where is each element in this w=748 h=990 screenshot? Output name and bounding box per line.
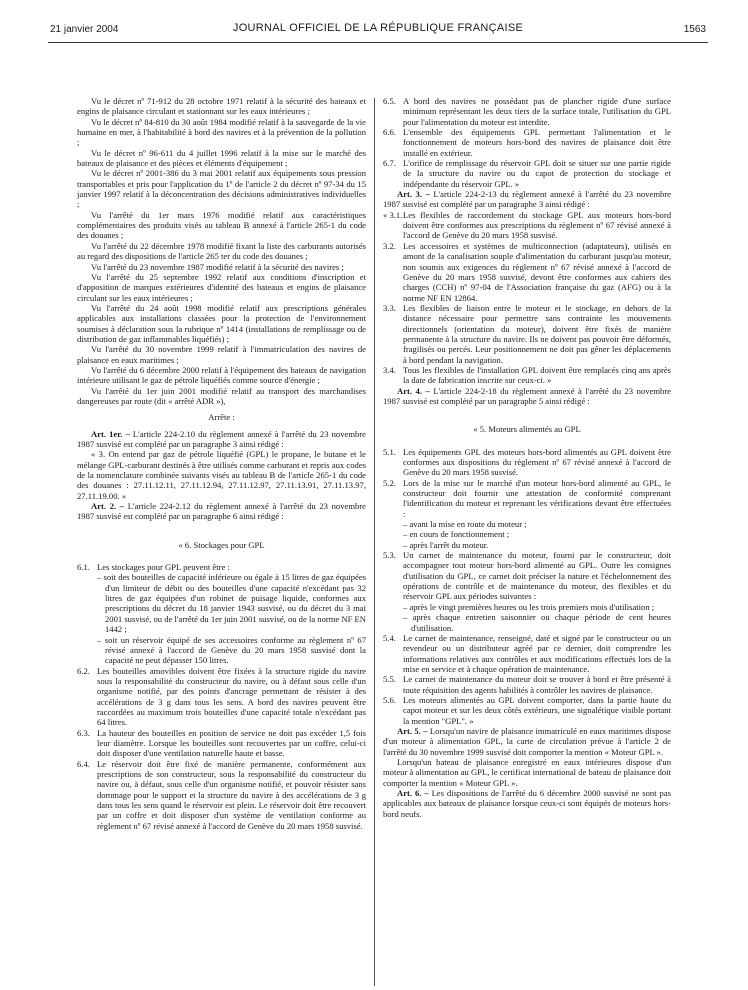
item-text: Lors de la mise sur le marché d'un moteur hors-bord alimenté au GPL, le constructeur doit fournir une attestation de conformité comprenant l'identification du moteur et reprenant les vérifications devant être effectuées :: [403, 477, 671, 519]
item-text: L'ensemble des équipements GPL permettant l'alimentation et le fonctionnement de moteurs hors-bord des navires de plaisance doit être installé en extérieur.: [403, 127, 671, 158]
item-5-4: [383, 633, 671, 674]
vu-paragraph: Vu l'arrêté du 23 novembre 1987 modifié relatif à la sécurité des navires ;: [91, 261, 344, 272]
article-1-quote: « 3. On entend par gaz de pétrole liquéfié (GPL) le propane, le butane et le mélange GPL-carburant destinés à être utilisés comme carburant et repris aux codes de la nomenclature combinée suivants visés au tableau B de l'article 265-1 du code des douanes : 27.11.12.11, 27.11.12.94, 27.11.12.97, 27.11.13.91, 27.11.13.97, 27.11.19.00. »: [77, 449, 366, 501]
dash-item: – après chaque entretien saisonnier ou chaque période de cent heures d'utilisation.: [403, 612, 671, 633]
section-6-heading: « 6. Stockages pour GPL: [178, 539, 265, 550]
item-text: A bord des navires ne possédant pas de plancher rigide d'une surface minimum représentant les deux tiers de la surface totale, l'utilisation du GPL pour l'alimentation du moteur est interdite.: [403, 96, 671, 127]
article-5-label: Art. 5. –: [397, 725, 428, 736]
vu-paragraph: Vu l'arrêté du 6 décembre 2000 relatif à l'équipement des bateaux de navigation intérieure utilisant le gaz de pétrole liquéfiés comme source d'énergie ;: [77, 364, 366, 386]
vu-paragraph: Vu l'arrêté du 22 décembre 1978 modifié fixant la liste des carburants autorisés au regard des dispositions de l'article 265 ter du code des douanes ;: [77, 240, 366, 262]
dash-item: – après le vingt premières heures ou les trois premiers mois d'utilisation ;: [403, 601, 655, 612]
item-3-3: [383, 303, 671, 365]
item-3-2: [383, 241, 671, 303]
article-6-text: Les dispositions de l'arrêté du 6 décembre 2000 susvisé ne sont pas applicables aux bateaux de plaisance lorsque ceux-ci sont équipés de moteurs hors-bord neufs.: [383, 788, 671, 819]
vu-paragraph: Vu l'arrêté du 1er mars 1976 modifié relatif aux caractéristiques complémentaires des produits visés au tableau B annexé à l'article 265-1 du code des douanes ;: [77, 209, 366, 241]
item-6-5: [383, 96, 671, 127]
dash-item: – après l'arrêt du moteur.: [403, 539, 489, 550]
article-1: [77, 429, 366, 450]
item-text: Tous les flexibles de l'installation GPL doivent être remplacés cinq ans après la date de fabrication inscrite sur ceux-ci. »: [403, 364, 671, 386]
item-text: Les flexibles de raccordement du stockage GPL aux moteurs hors-bord doivent être conformes aux prescriptions du règlement nº 67 révisé annexé à l'accord de Genève du 20 mars 1958 susvisé.: [403, 209, 671, 241]
header-date: 21 janvier 2004: [50, 24, 119, 35]
article-1-text: L'article 224-2.10 du règlement annexé à l'arrêté du 23 novembre 1987 susvisé est complété par un paragraphe 3 ainsi rédigé :: [77, 428, 366, 449]
item-text: Le carnet de maintenance du moteur doit se trouver à bord et être présenté à toute réquisition des agents habilités à contrôler les navires de plaisance.: [403, 674, 671, 695]
item-text: Le carnet de maintenance, renseigné, daté et signé par le constructeur ou un revendeur ou un distributeur agréé par ce dernier, doit comprendre les informations relatives aux contrôles et aux modifications effectués lors de la mise en service et à chaque opération de maintenance.: [403, 632, 671, 674]
article-6: [383, 788, 671, 819]
article-3-text: L'article 224-2-13 du règlement annexé à l'arrêté du 23 novembre 1987 susvisé est complété par un paragraphe 3 ainsi rédigé :: [383, 189, 671, 210]
item-3-4: [383, 365, 671, 386]
vu-paragraph: Vu le décret nº 84-810 du 30 août 1984 modifié relatif à la sauvegarde de la vie humaine en mer, à l'habitabilité à bord des navires et à la prévention de la pollution ;: [77, 116, 366, 148]
article-5-paragraph-2: Lorsqu'un bateau de plaisance enregistré en eaux intérieures dispose d'un moteur à alimentation au GPL, le certificat international de bateau de plaisance doit comporter la mention « Moteur GPL ».: [383, 756, 671, 788]
vu-paragraph: Vu l'arrêté du 25 septembre 1992 relatif aux conditions d'inscription et d'apposition de marques extérieures d'identité des bateaux et engins de plaisance circulant sur les eaux intérieures ;: [77, 271, 366, 303]
item-6-2: [77, 666, 366, 728]
item-number: 6.2.: [77, 665, 90, 676]
article-4-text: L'article 224-2-18 du règlement annexé à l'arrêté du 23 novembre 1987 susvisé est complété par un paragraphe 5 ainsi rédigé :: [383, 385, 671, 406]
article-4: [383, 386, 671, 407]
item-5-5: [383, 674, 671, 695]
article-4-label: Art. 4. –: [397, 385, 430, 396]
item-number: 6.5.: [383, 96, 396, 106]
item-number: 5.5.: [383, 674, 396, 685]
dash-item: – soit des bouteilles de capacité inférieure ou égale à 15 litres de gaz équipées d'un limiteur de débit ou des bouteilles d'une capacité n'excédant pas 32 litres de gaz équipées d'un robinet de puisage liquide, conformes aux prescriptions du décret du 18 janvier 1943 susvisé, ou du décret du 3 mai 2001 susvisé, ou de l'arrêté du 1er juin 2001 susvisé, ou de la norme NF EN 1442 ;: [97, 572, 366, 635]
item-6-7: [383, 158, 671, 189]
vu-paragraph: Vu le décret nº 96-611 du 4 juillet 1996 relatif à la mise sur le marché des bateaux de plaisance et des pièces et éléments d'équipement ;: [77, 147, 366, 169]
vu-paragraph: Vu le décret nº 71-912 du 28 octobre 1971 relatif à la sécurité des bateaux et engins de plaisance circulant et stationnant sur les eaux intérieures ;: [77, 96, 366, 117]
item-text: Le réservoir doit être fixé de manière permanente, conformément aux prescriptions de son constructeur, sous la responsabilité du constructeur du navire ou, à défaut, sous celle d'un organisme notifié, et pouvoir résister sans dommage pour le support et la structure du navire à des accélérations de 3 g dans tous les sens quand le réservoir est plein. Le réservoir doit être recouvert par un coffre et doit disposer d'un système de ventilation conforme au règlement nº 67 révisé annexé à l'accord de Genève du 20 mars 1958 susvisé.: [97, 758, 366, 831]
vu-paragraph: Vu l'arrêté du 1er juin 2001 modifié relatif au transport des marchandises dangereuses par route (dit « arrêté ADR »),: [77, 385, 366, 406]
item-6-4: [77, 759, 366, 831]
item-text: Un carnet de maintenance du moteur, fourni par le constructeur, doit accompagner tout moteur hors-bord alimenté au GPL. Outre les consignes d'utilisation du GPL, ce carnet doit préciser la nature et l'échelonnement des opérations de contrôle et de maintenance du moteur, des flexibles et du réservoir GPL aux périodes suivantes :: [403, 550, 671, 602]
header-title: JOURNAL OFFICIEL DE LA RÉPUBLIQUE FRANÇAISE: [232, 22, 524, 34]
item-5-6: [383, 695, 671, 726]
item-6-1: [77, 562, 366, 572]
item-6-6: [383, 127, 671, 158]
arrete-heading: Arrête :: [208, 412, 235, 423]
article-2: [77, 501, 366, 522]
header-page-number: 1563: [683, 24, 706, 35]
item-number: 6.3.: [77, 727, 90, 738]
article-3-label: Art. 3. –: [397, 189, 430, 200]
item-text: Les accessoires et systèmes de multiconnection (adaptateurs), utilisés en amont de la canalisation souple d'alimentation du carburant jusqu'au moteur, non soumis aux exigences du règlement nº 67 révisé annexé à l'accord de Genève du 20 mars 1958 susvisé, devont être conformes aux cahiers des charges (CCH) nº 97-04 de l'Association française du gaz (AFG) ou à la norme NF EN 12864.: [403, 240, 671, 303]
column-divider: [374, 98, 375, 986]
item-text: Les moteurs alimentés au GPL doivent comporter, dans la partie haute du capot moteur et sur les deux côtés extérieurs, une signalétique visible portant la mention "GPL". »: [403, 694, 671, 726]
article-2-label: Art. 2. –: [91, 501, 125, 512]
section-5-heading: « 5. Moteurs alimentés au GPL: [473, 424, 581, 435]
item-3-1: [383, 210, 671, 241]
item-number: 5.1.: [383, 446, 396, 457]
article-3: [383, 189, 671, 210]
article-1-label: Art. 1er. –: [91, 428, 130, 439]
dash-item: – en cours de fonctionnement ;: [403, 529, 510, 540]
article-5-text: Lorsqu'un navire de plaisance immatriculé en eaux maritimes dispose d'un moteur à alimentation GPL, la carte de circulation prévue à l'article 2 de l'arrêté du 30 novembre 1999 susvisé doit comporter la mention « Moteur GPL ».: [383, 725, 671, 757]
item-5-1: [383, 447, 671, 478]
item-number: 3.2.: [383, 240, 396, 251]
item-number: 5.4.: [383, 632, 396, 643]
vu-paragraph: Vu le décret nº 2001-386 du 3 mai 2001 relatif aux équipements sous pression transportables et pris pour l'application du 1º de l'article 2 du décret nº 97-34 du 15 janvier 1997 relatif à la déconcentration des décisions administratives individuelles ;: [77, 168, 366, 210]
item-text: Les bouteilles amovibles doivent être fixées à la structure rigide du navire sous la responsabilité du constructeur du navire, ou à défaut sous celle d'un organisme notifié, par des points d'ancrage permettant de résister à des accélérations de 3 g dans tous les sens. A bord des navires peuvent être raccordées au maximum trois bouteilles d'une capacité totale n'excédant pas 64 litres.: [97, 665, 366, 728]
item-number: 6.6.: [383, 127, 396, 138]
item-number: 3.3.: [383, 302, 396, 313]
item-text: L'orifice de remplissage du réservoir GPL doit se situer sur une partie rigide de la structure du navire ou du capot de protection du stockage et indépendante du réservoir GPL. »: [403, 158, 671, 189]
item-number: 6.1.: [77, 562, 90, 573]
item-6-3: [77, 728, 366, 759]
item-text: Les flexibles de liaison entre le moteur et le stockage, en dehors de la distance nécessaire pour permettre sans contrainte les mouvements directionnels (orientation du moteur), doivent être fixés de manière permanente à la structure du navire. Ils ne doivent pas pouvoir être déformés, fragilisés ou percés. Leur positionnement ne doit pas gêner les déplacements à bord pendant la navigation.: [403, 302, 671, 365]
vu-paragraph: Vu l'arrêté du 24 août 1998 modifié relatif aux prescriptions générales applicables aux installations classées pour la protection de l'environnement soumises à déclaration sous la rubrique nº 1414 (installations de remplissage ou de distribution de gaz inflammables liquéfiés) ;: [77, 302, 366, 344]
item-number: 6.7.: [383, 158, 396, 169]
left-column: [77, 96, 366, 831]
item-text: Les stockages pour GPL peuvent être :: [97, 562, 230, 573]
article-6-label: Art. 6. –: [397, 788, 429, 798]
page-header: [50, 20, 706, 38]
article-2-text: L'article 224-2.12 du règlement annexé à l'arrêté du 23 novembre 1987 susvisé est complété par un paragraphe 6 ainsi rédigé :: [77, 501, 366, 522]
vu-paragraph: Vu l'arrêté du 30 novembre 1999 relatif à l'immatriculation des navires de plaisance en eaux maritimes ;: [77, 344, 366, 365]
header-rule: [48, 42, 708, 43]
article-5: [383, 726, 671, 757]
item-text: Les équipements GPL des moteurs hors-bord alimentés au GPL doivent être conformes aux dispositions du règlement nº 67 révisé annexé à l'accord de Genève du 20 mars 1958 susvisé.: [403, 446, 671, 478]
item-text: La hauteur des bouteilles en position de service ne doit pas excéder 1,5 fois leur diamètre. Lorsque les bouteilles sont recouvertes par un coffre, celui-ci doit disposer d'une ventilation naturelle haute et basse.: [97, 727, 366, 759]
item-number: 6.4.: [77, 758, 90, 769]
item-5-3: [383, 550, 671, 602]
item-number: 3.4.: [383, 364, 396, 375]
dash-item: – soit un réservoir équipé de ses accessoires conforme au règlement nº 67 révisé annexé à l'accord de Genève du 20 mars 1958 susvisé dont la capacité ne peut dépasser 150 litres.: [97, 634, 366, 666]
right-column: [383, 96, 671, 819]
dash-item: – avant la mise en route du moteur ;: [403, 519, 527, 530]
item-5-2: [383, 478, 671, 519]
item-number: 5.6.: [383, 694, 396, 705]
item-number: 5.3.: [383, 550, 396, 561]
item-number: 5.2.: [383, 477, 396, 488]
item-number: « 3.1.: [383, 209, 403, 220]
